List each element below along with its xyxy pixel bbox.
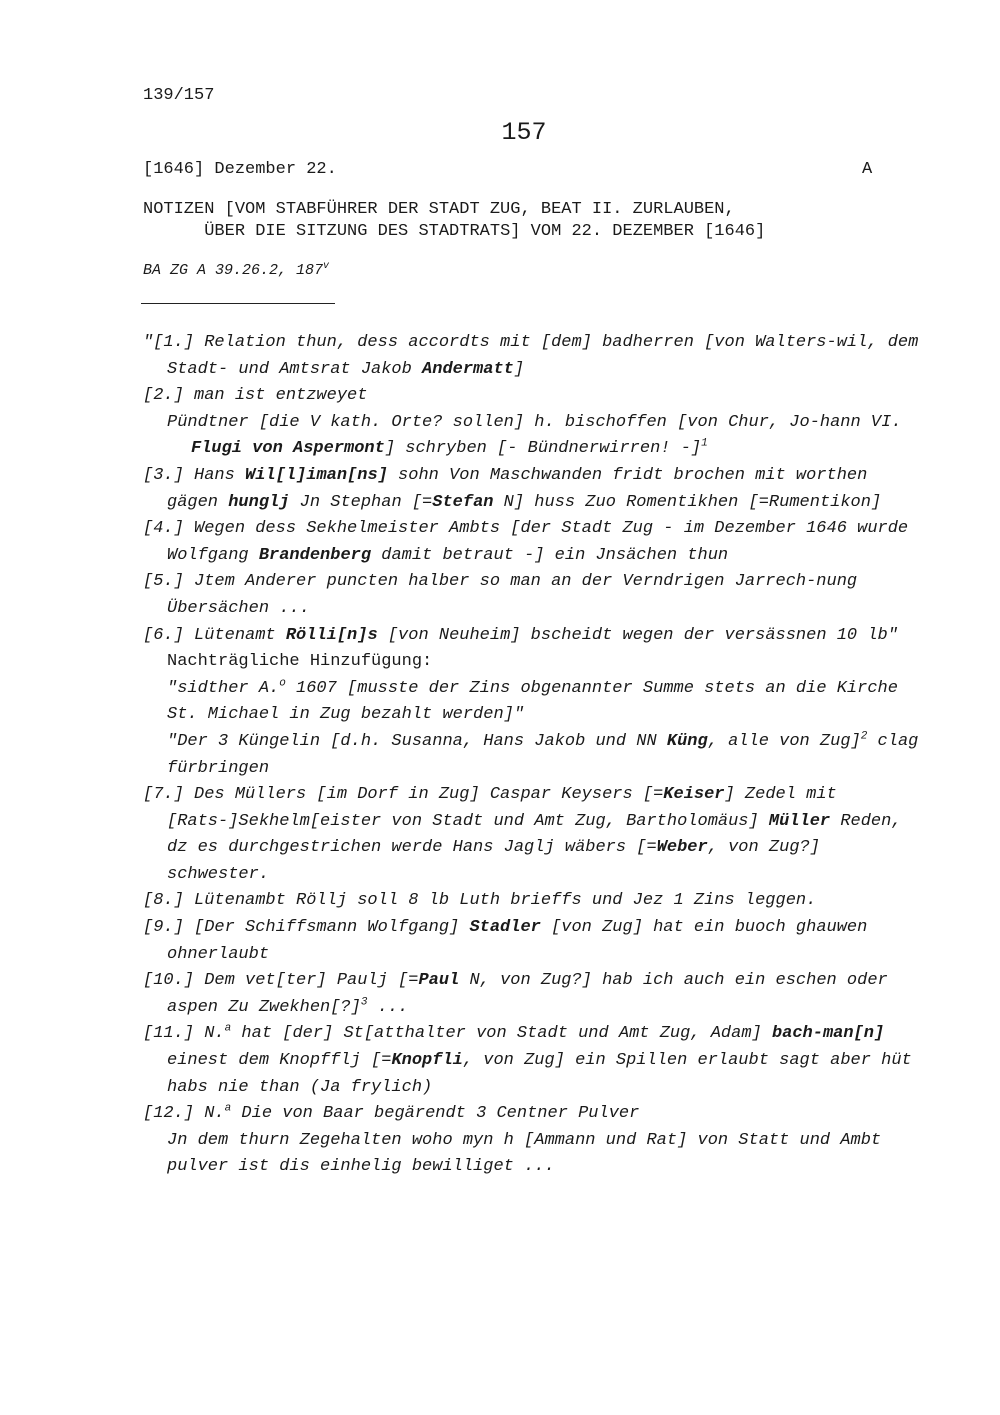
entry-12 [143,1101,923,1128]
entry-3 [143,463,923,516]
entry-text: damit betraut -] ein Jnsächen thun [371,545,729,565]
person-name: Müller [768,811,831,831]
entry-text: [2.] man ist entzweyet [143,386,368,406]
entry-text: [6.] Lütenamt [143,625,286,645]
entry-7 [143,782,923,888]
entry-text: ] Zedel mit [Rats-]Sekhelm[eister von Stadt und Amt Zug, Bartholomäus] [167,785,837,831]
entry-text: [von Neuheim] bscheidt wegen der versässnen 10 lb" [377,625,898,645]
entry-10 [143,968,923,1021]
entry-text: ] schryben [- Bündnerwirren! -] [384,439,702,459]
entry-text: Reden, dz es durchgestrichen werde Hans Jaglj wäbers [= [167,811,902,858]
footnote-ref: 3 [360,996,368,1009]
entry-text: [5.] Jtem Anderer puncten halber so man an der Verndrigen Jarrech-nung Übersächen ... [143,572,858,618]
entry-text: [12.] N. [143,1104,225,1124]
person-name: Paul [418,971,460,991]
source-text: BA ZG A 39.26.2, 187 [143,262,324,279]
source-reference [143,262,329,279]
superscript: o [279,677,286,690]
entry-text: ] [513,359,525,379]
entry-text: "Der 3 Küngelin [d.h. Susanna, Hans Jakob und NN [167,731,667,751]
addition-2 [143,729,923,782]
entry-text: einest dem Knopfflj [= [167,1051,392,1071]
entry-text: [7.] Des Müllers [im Dorf in Zug] Caspar Keysers [= [143,785,664,805]
entry-6 [143,623,923,650]
person-name: Rölli[n]s [285,625,378,645]
document-date: [1646] Dezember 22. [143,160,337,179]
addition-1 [143,676,923,729]
entry-text: ... [367,997,409,1017]
entry-text: , alle von Zug] [707,731,861,751]
person-name: Andermatt [422,359,514,379]
person-name: hunglj [228,492,290,512]
entry-2 [143,383,923,410]
person-name: Stefan [432,492,494,512]
entry-text: , von Zug?] schwester. [167,838,820,884]
title-line-1: NOTIZEN [VOM STABFÜHRER DER STADT ZUG, BEAT II. ZURLAUBEN, [143,200,735,219]
source-superscript: v [323,261,330,272]
document-number: 157 [501,118,547,147]
person-name: bach-man[n] [771,1024,885,1044]
entry-text: Die von Baar begärendt 3 Centner Pulver [231,1104,640,1124]
superscript: a [224,1022,232,1035]
person-name: Flugi von Aspermont [191,439,385,459]
divider-line [141,303,335,304]
entry-text: clag fürbringen [167,731,919,778]
entry-text: N] huss Zuo Romentikhen [=Rumentikon] [493,492,882,512]
person-name: Keiser [663,785,725,805]
entry-text: "[1.] Relation thun, dess accordts mit [dem] badherren [von Walters-wil, dem Stadt- und Amtsrat Jakob [143,333,919,379]
entry-text: 1607 [musste der Zins obgenannter Summe stets an die Kirche St. Michael in Zug bezahlt werden]" [167,678,898,725]
person-name: Küng [666,731,708,751]
page-id: 139/157 [143,86,215,105]
entry-text: [9.] [Der Schiffsmann Wolfgang] [143,918,470,938]
entry-1 [143,330,923,383]
entry-4 [143,516,923,569]
entry-text: hat [der] St[atthalter von Stadt und Amt Zug, Adam] [231,1024,772,1044]
entry-text: Jn Stephan [= [289,492,433,512]
person-name: Weber [656,838,708,858]
person-name: Knopfli [391,1051,463,1071]
entry-5 [143,569,923,622]
footnote-ref: 1 [701,437,708,450]
entry-text: [von Zug] hat ein buoch ghauwen ohnerlaubt [167,918,868,964]
footnote-ref: 2 [860,730,868,743]
person-name: Brandenberg [258,545,372,565]
entry-text: Pündtner [die V kath. Orte? sollen] h. bischoffen [von Chur, Jo-hann VI. [167,412,902,432]
entry-12-continuation: Jn dem thurn Zegehalten woho myn h [Ammann und Rat] von Statt und Ambt pulver ist dis einhelig bewilliget ... [167,1130,882,1177]
entry-text: "sidther A. [167,678,280,698]
entry-text: [4.] Wegen dess Sekhelmeister Ambts [der Stadt Zug - im Dezember 1646 wurde Wolfgang [143,519,909,565]
entry-11 [143,1021,923,1101]
entry-text: , von Zug] ein Spillen erlaubt sagt aber hüt habs nie than (Ja frylich) [167,1051,912,1097]
document-title [143,199,765,243]
entry-2-continuation [143,410,923,463]
addition-label: Nachträgliche Hinzufügung: [167,652,433,672]
entry-text: [11.] N. [143,1024,225,1044]
entry-text: sohn Von Maschwanden fridt brochen mit worthen gägen [167,465,868,512]
person-name: Stadler [469,918,541,938]
document-body [143,330,923,1181]
entry-text: N, von Zug?] hab ich auch ein eschen oder aspen Zu Zwekhen[?] [167,971,888,1017]
entry-text: [10.] Dem vet[ter] Paulj [= [143,971,419,991]
superscript: a [224,1102,232,1115]
person-name: Wil[l]iman[ns] [245,465,388,485]
entry-text: [8.] Lütenambt Röllj soll 8 lb Luth brieffs und Jez 1 Zins leggen. [143,891,817,911]
title-line-2: ÜBER DIE SITZUNG DES STADTRATS] VOM 22. DEZEMBER [1646] [204,222,766,241]
entry-8 [143,888,923,915]
entry-9 [143,915,923,968]
document-classification: A [862,160,873,179]
entry-text: [3.] Hans [143,465,246,485]
